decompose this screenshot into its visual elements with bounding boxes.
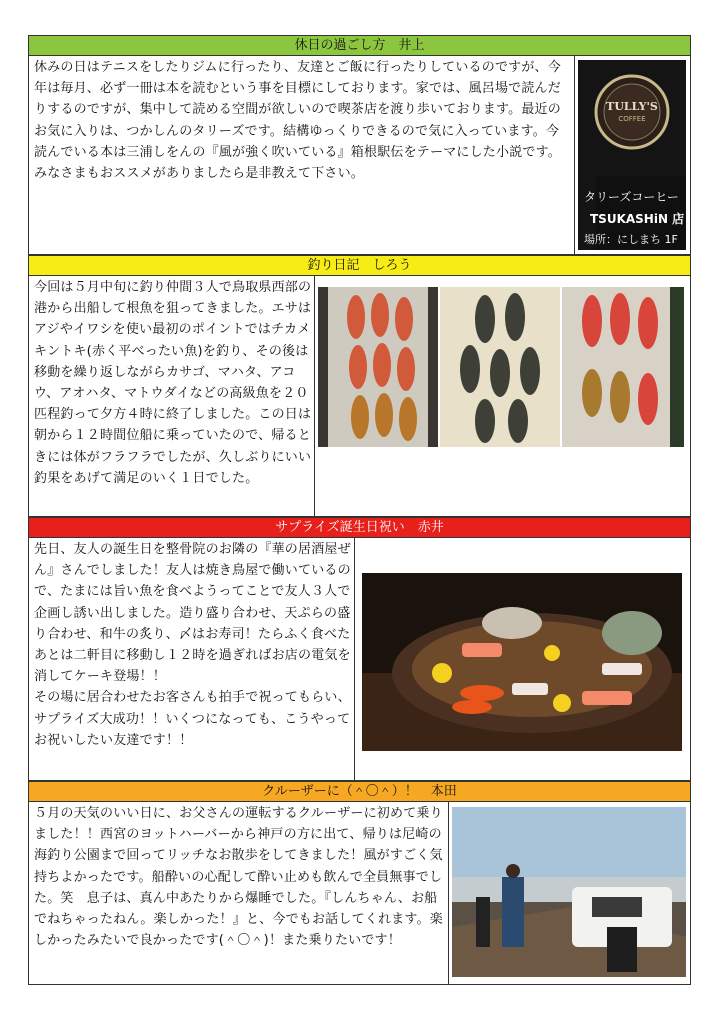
paragraph: その場に居合わせたお客さんも拍手で祝ってもらい、サプライズ大成功！！いくつになっても、こうやってお祝いしたい友達です！！ bbox=[34, 690, 351, 748]
section-birthday bbox=[28, 517, 691, 781]
sashimi-platter-photo bbox=[362, 573, 682, 751]
section-title: 休日の過ごし方 井上 bbox=[29, 36, 690, 56]
paragraph: 先日、友人の誕生日を整骨院のお隣の『華の居酒屋ぜん』さんでしました！友人は焼き鳥屋で働いているので、たまには旨い魚を食べようってことで友人３人で企画し誘い出しました。造り盛り合わせ、天ぷらの盛り合わせ、和牛の炙り、〆はお寿司！たらふく食べたあとは二軒目に移動し１２時を過ぎればお店の電気を消してケーキ登場！！ bbox=[34, 542, 351, 685]
fish-catch-photo bbox=[318, 287, 438, 447]
section-text bbox=[34, 539, 352, 751]
sign-line2: TSUKASHiN 店 bbox=[590, 212, 685, 226]
sign-line3-value: にしまち 1F bbox=[617, 233, 678, 246]
coffee-shop-sign-photo bbox=[578, 60, 686, 250]
section-title: クルーザーに（＾〇＾）！ 本田 bbox=[29, 782, 690, 802]
section-text: ５月の天気のいい日に、お父さんの運転するクルーザーに初めて乗りました！！西宮のヨットハーバーから神戸の方に出て、帰りは尼崎の海釣り公園まで回ってリッチなお散歩をしてきました！風がすごく気持ちよかったです。船酔いの心配して酔い止めも飲んで全員無事でした。笑 息子は、真ん中あたりから爆睡でした。『しんちゃん、お船でねちゃったねん。楽しかった！』と、今でもお話してくれます。楽しかったみたいで良かったです(＾〇＾)！また乗りたいです！ bbox=[34, 806, 443, 949]
fish-catch-photo bbox=[440, 287, 560, 447]
section-cruiser bbox=[28, 781, 691, 985]
section-text: 今回は５月中旬に釣り仲間３人で鳥取県西部の港から出船して根魚を狙ってきました。エサはアジやイワシを使い最初のポイントではチカメキントキ(赤く平べったい魚)を釣り、その後は移動を繰り返しながらカサゴ、マハタ、アコウ、アオハタ、マトウダイなどの高級魚を２０匹程釣って夕方４時に終了しました。この日は朝から１２時間位船に乗っていたので、帰るときには体がフラフラでしたが、久しぶりにいい釣果をあげて満足のいく１日でした。 bbox=[34, 280, 312, 486]
section-holiday bbox=[28, 35, 691, 255]
fish-catch-photo bbox=[562, 287, 684, 447]
sign-logo-text: TULLY'S bbox=[606, 100, 658, 113]
section-text: 休みの日はテニスをしたりジムに行ったり、友達とご飯に行ったりしているのですが、今年は毎月、必ず一冊は本を読むという事を目標にしております。家では、風呂場で読んだりするのですが、集中して読める空間が欲しいので喫茶店を渡り歩いております。最近のお気に入りは、つかしんのタリーズです。結構ゆっくりできるので気に入っています。今読んでいる本は三浦しをんの『風が強く吹いている』箱根駅伝をテーマにした小説です。みなさまもおススメがありましたら是非教えて下さい。 bbox=[34, 60, 561, 182]
section-title: 釣り日記 しろう bbox=[29, 256, 690, 276]
sign-line1: タリーズコーヒー bbox=[584, 190, 679, 204]
sign-line3-label: 場所： bbox=[584, 233, 617, 246]
section-title: サプライズ誕生日祝い 赤井 bbox=[29, 518, 690, 538]
sign-logo-sub: COFFEE bbox=[618, 115, 646, 123]
cruiser-harbor-photo bbox=[452, 807, 686, 977]
section-fishing bbox=[28, 255, 691, 517]
